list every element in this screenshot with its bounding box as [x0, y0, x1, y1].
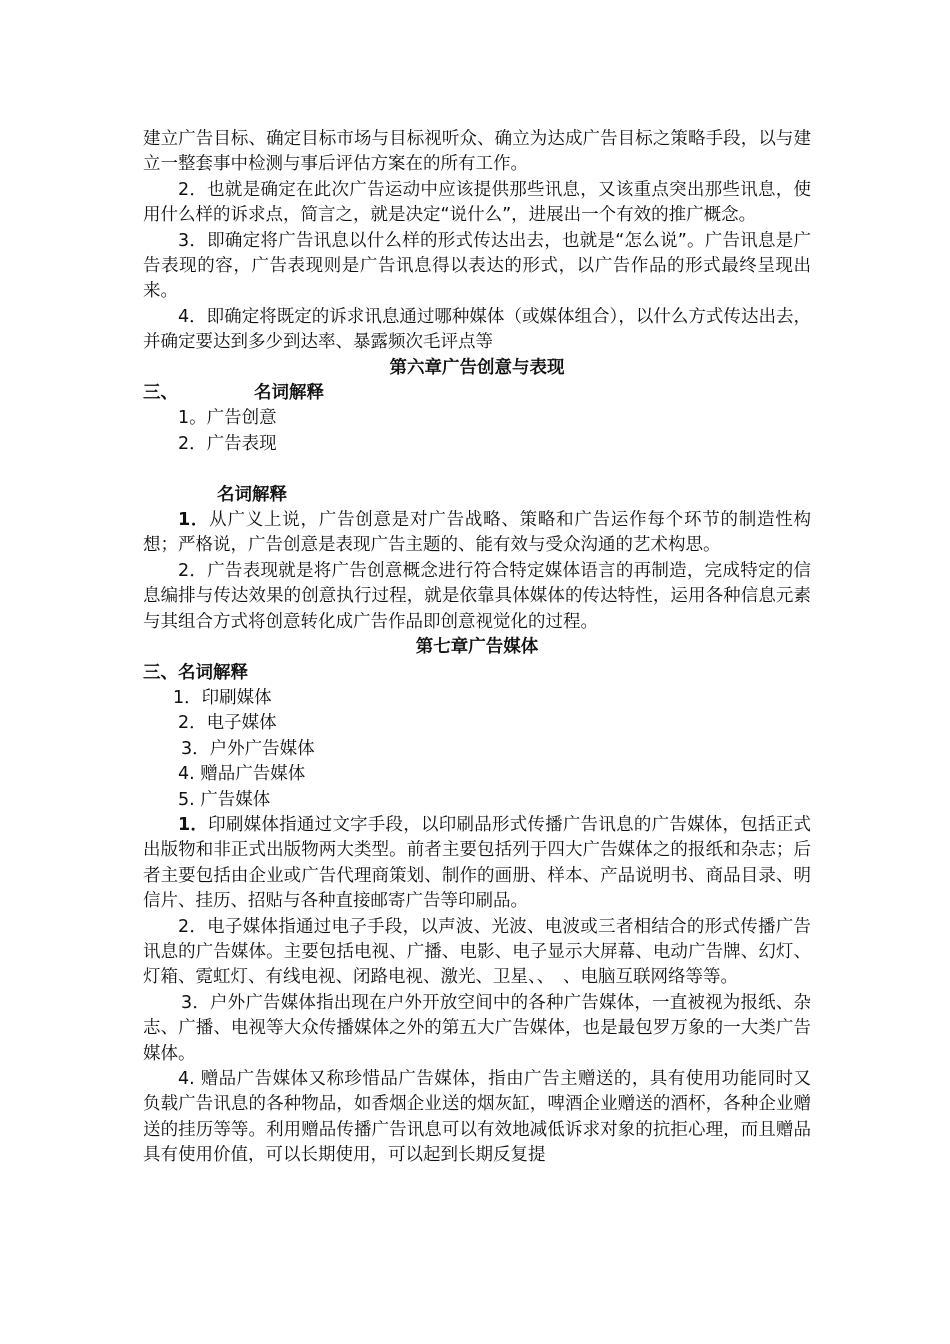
chapter6-item-1: 1。广告创意 [178, 408, 277, 429]
chapter7-answer-2: 2．电子媒体指通过电子手段，以声波、光波、电波或三者相结合的形式传播广告讯息的广告媒体。主要包括电视、广播、电影、电子显示大屏幕、电动广告牌、幻灯、灯箱、霓虹灯、有线电视、闭路电视、激光、卫星、、 、电脑互联网络等等。 [143, 916, 811, 988]
chapter7-item-1: 1．印刷媒体 [173, 687, 272, 708]
chapter7-answer-4: 4. 赠品广告媒体又称珍惜品广告媒体，指由广告主赠送的，具有使用功能同时又负载广告讯息的各种物品，如香烟企业送的烟灰缸，啤酒企业赠送的酒杯，各种企业赠送的挂历等等。利用赠品传播广告讯息可以有效地减低诉求对象的抗拒心理，而且赠品具有使用价值，可以长期使用，可以起到长期反复提 [143, 1069, 811, 1166]
chapter7-item-3: 3．户外广告媒体 [181, 738, 315, 759]
chapter7-item-4: 4. 赠品广告媒体 [178, 764, 306, 785]
chapter7-answer-1 [143, 813, 811, 915]
chapter6-answers-heading: 名词解释 [217, 484, 287, 505]
chapter6-answer-1 [143, 508, 811, 559]
intro-paragraph-1: 建立广告目标、确定目标市场与目标视听众、确立为达成广告目标之策略手段，以与建立一整套事中检测与事后评估方案在的所有工作。 [143, 129, 811, 175]
chapter7-item-2: 2．电子媒体 [178, 713, 277, 734]
chapter7-answer-1-num: 1． [178, 814, 209, 835]
chapter6-section-heading [143, 381, 811, 406]
chapter7-title: 第七章广告媒体 [415, 637, 539, 658]
chapter6-section-label: 名词解释 [254, 383, 324, 404]
chapter6-item-2: 2．广告表现 [178, 433, 277, 454]
chapter6-title: 第六章广告创意与表现 [389, 357, 565, 378]
chapter6-answer-1-num: 1． [178, 510, 210, 531]
intro-paragraph-2: 2．也就是确定在此次广告运动中应该提供那些讯息，又该重点突出那些讯息，使用什么样的诉求点，简言之，就是决定“说什么”，进展出一个有效的推广概念。 [143, 179, 811, 226]
chapter6-section-num: 三、 [143, 383, 178, 404]
chapter7-answer-1-text: 印刷媒体指通过文字手段，以印刷品形式传播广告讯息的广告媒体，包括正式出版物和非正式出版物两大类型。前者主要包括列于四大广告媒体之的报纸和杂志；后者主要包括由企业或广告代理商策划、制作的画册、样本、产品说明书、商品目录、明信片、挂历、招贴与各种直接邮寄广告等印刷品。 [143, 814, 811, 912]
chapter6-answer-2: 2．广告表现就是将广告创意概念进行符合特定媒体语言的再制造，完成特定的信息编排与传达效果的创意执行过程，就是依靠具体媒体的传达特性，运用各种信息元素与其组合方式将创意转化成广告作品即创意视觉化的过程。 [143, 560, 811, 632]
intro-paragraph-3: 3．即确定将广告讯息以什么样的形式传达出去，也就是“怎么说”。广告讯息是广告表现的容，广告表现则是广告讯息得以表达的形式，以广告作品的形式最终呈现出来。 [143, 230, 811, 302]
chapter6-answer-1-text: 从广义上说，广告创意是对广告战略、策略和广告运作每个环节的制造性构想；严格说，广告创意是表现广告主题的、能有效与受众沟通的艺术构思。 [143, 510, 811, 556]
chapter7-section-heading: 三、名词解释 [143, 662, 248, 683]
chapter7-answer-3: 3．户外广告媒体指出现在户外开放空间中的各种广告媒体，一直被视为报纸、杂志、广播、电视等大众传播媒体之外的第五大广告媒体，也是最包罗万象的一大类广告媒体。 [143, 992, 811, 1064]
intro-paragraph-4: 4．即确定将既定的诉求讯息通过哪种媒体（或媒体组合），以什么方式传达出去，并确定要达到多少到达率、暴露频次毛评点等 [143, 306, 811, 353]
blank-line [143, 457, 811, 482]
chapter7-item-5: 5. 广告媒体 [178, 789, 271, 810]
document-body [143, 127, 811, 1169]
